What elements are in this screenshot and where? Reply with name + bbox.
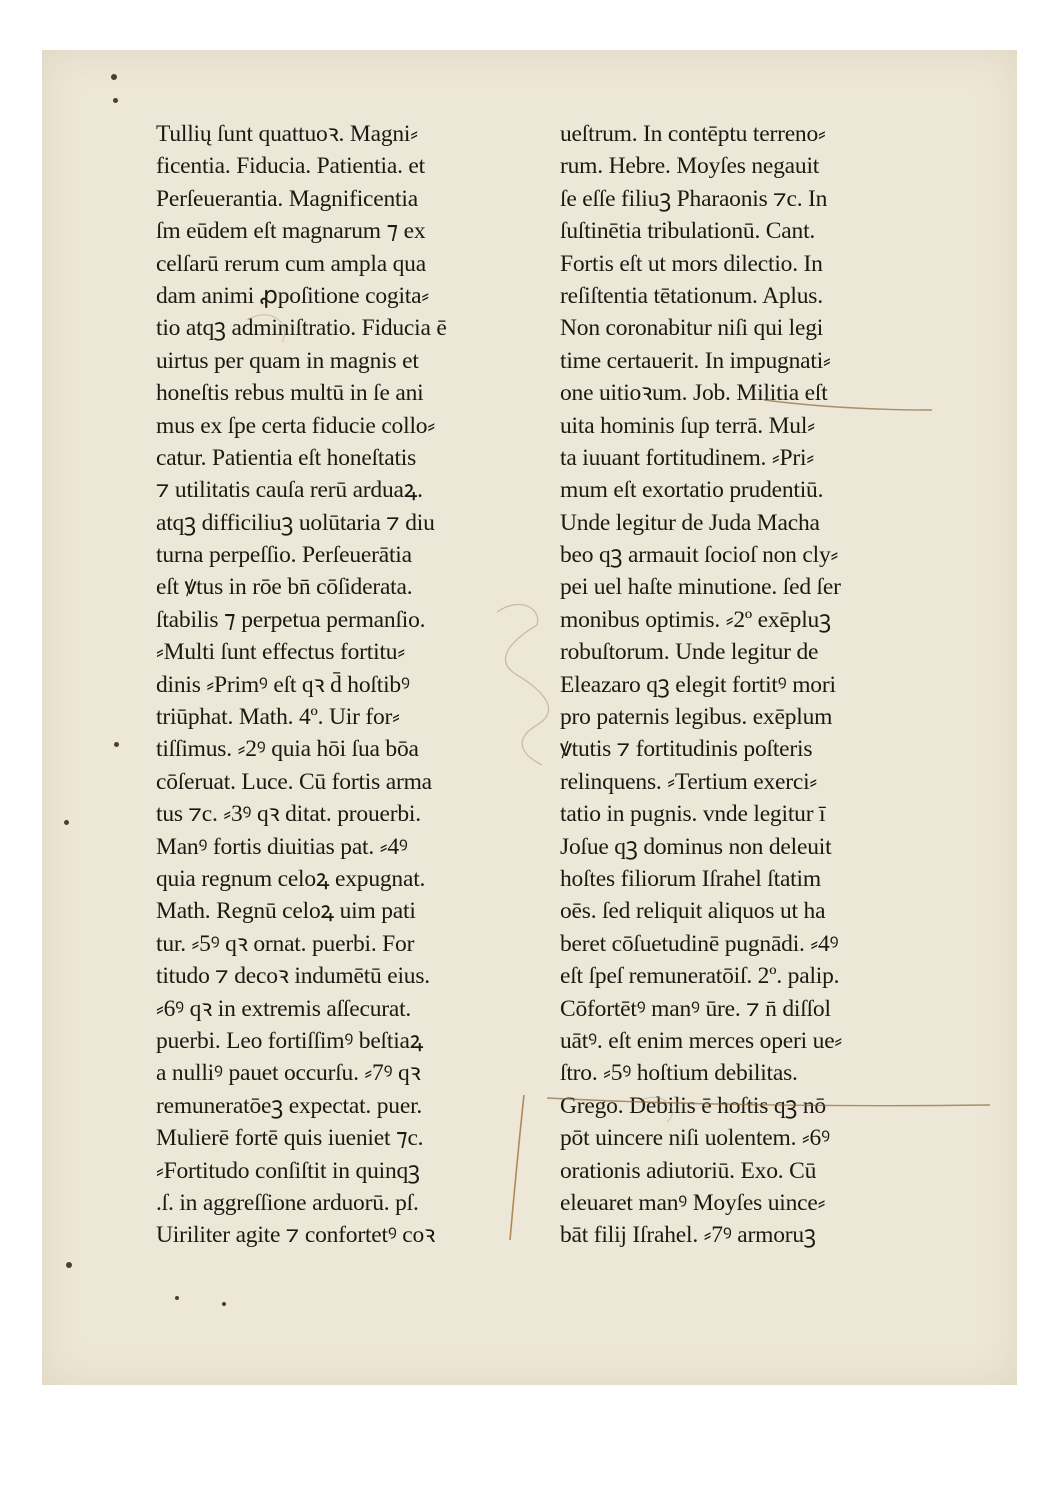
- text-line: Non coronabitur niſi qui legi: [560, 315, 824, 342]
- text-line: Joſue qꝫ dominus non deleuit: [560, 833, 832, 860]
- text-line: uirtus per quam in magnis et: [156, 347, 419, 374]
- text-line: bāt filij Iſrahel. ⸗7ꝰ armoruꝫ: [560, 1222, 816, 1249]
- text-line: remuneratōeꝫ expectat. puer.: [156, 1092, 423, 1119]
- text-line: .ſ. in aggreſſione arduorū. pſ.: [156, 1189, 419, 1216]
- text-line: Tullių ſunt quattuoꝛ. Magni⸗: [156, 121, 418, 147]
- text-line: ſtro. ⸗5ꝰ hoſtium debilitas.: [560, 1060, 798, 1087]
- left-text-column: [156, 118, 501, 1252]
- text-line: dam animi ꝓpoſitione cogita⸗: [156, 282, 429, 309]
- text-line: relinquens. ⸗Tertium exerci⸗: [560, 768, 818, 795]
- text-line: reſiſtentia tētationum. Aplus.: [560, 282, 823, 309]
- text-line: eſt ſpeſ remuneratōiſ. 2º. palip.: [560, 963, 840, 990]
- manuscript-page: [42, 50, 1017, 1385]
- text-line: catur. Patientia eſt honeſtatis: [156, 444, 417, 471]
- text-line: ficentia. Fiducia. Patientia. et: [156, 153, 425, 180]
- text-line: titudo ⁊ decoꝛ indumētū eius.: [156, 963, 430, 990]
- text-line: Math. Regnū celoꝝ uim pati: [156, 898, 416, 925]
- text-line: time certauerit. In impugnati⸗: [560, 347, 831, 374]
- text-line: ſm eūdem eſt magnarum ⁊ ex: [156, 218, 426, 245]
- ink-speck: [66, 1262, 72, 1268]
- ink-speck: [113, 98, 118, 103]
- text-line: tio atqꝫ adminiſtratio. Fiducia ē: [156, 315, 447, 342]
- text-line: cōſeruat. Luce. Cū fortis arma: [156, 768, 432, 795]
- text-line: ta iuuant fortitudinem. ⸗Pri⸗: [560, 444, 814, 471]
- margin-stroke: [510, 1095, 524, 1240]
- text-line: Uiriliter agite ⁊ confortetꝰ coꝛ: [156, 1222, 436, 1249]
- text-line: tatio in pugnis. vnde legitur ī: [560, 801, 826, 828]
- text-line: beo qꝫ armauit ſocioſ non cly⸗: [560, 542, 839, 569]
- text-line: tus ⁊c. ⸗3ꝰ qꝛ ditat. prouerbi.: [156, 801, 421, 828]
- ink-speck: [111, 74, 117, 80]
- text-line: Cōfortētꝰ manꝰ ūre. ⁊ n̄ diſſol: [560, 995, 831, 1022]
- text-line: ⸗Multi ſunt effectus fortitu⸗: [156, 639, 405, 666]
- text-line: beret cōſuetudinē pugnādi. ⸗4ꝰ: [560, 930, 839, 957]
- text-line: uātꝰ. eſt enim merces operi ue⸗: [560, 1027, 843, 1054]
- text-line: tur. ⸗5ꝰ qꝛ ornat. puerbi. For: [156, 930, 415, 957]
- text-line: dinis ⸗Primꝰ eſt qꝛ d̄ hoſtibꝰ: [156, 671, 410, 698]
- text-line: pro paternis legibus. exēplum: [560, 704, 833, 731]
- text-line: Fortis eſt ut mors dilectio. In: [560, 250, 823, 277]
- text-line: ſuſtinētia tribulationū. Cant.: [560, 218, 816, 245]
- text-line: monibus optimis. ⸗2º exēpluꝫ: [560, 606, 831, 633]
- text-line: mum eſt exortatio prudentiū.: [560, 477, 824, 504]
- text-line: uita hominis ſup terrā. Mul⸗: [560, 412, 815, 439]
- ink-speck: [114, 742, 119, 747]
- ink-speck: [222, 1302, 226, 1306]
- text-line: ⸗Fortitudo conſiſtit in quinqꝫ: [156, 1157, 420, 1184]
- text-line: honeſtis rebus multū in ſe ani: [156, 380, 424, 407]
- text-line: Perſeuerantia. Magnificentia: [156, 185, 418, 212]
- text-line: puerbi. Leo fortiſſimꝰ beſtiaꝝ: [156, 1027, 424, 1054]
- text-line: Eleazaro qꝫ elegit fortitꝰ mori: [560, 671, 836, 698]
- text-line: quia regnum celoꝝ expugnat.: [156, 865, 426, 892]
- text-line: rum. Hebre. Moyſes negauit: [560, 153, 820, 180]
- text-line: mus ex ſpe certa fiducie collo⸗: [156, 412, 435, 439]
- text-line: hoſtes filiorum Iſrahel ſtatim: [560, 865, 821, 892]
- text-line: Unde legitur de Juda Macha: [560, 509, 820, 536]
- text-line: triūphat. Math. 4º. Uir for⸗: [156, 704, 400, 731]
- text-line: robuſtorum. Unde legitur de: [560, 639, 819, 666]
- ink-speck: [64, 820, 69, 825]
- text-line: ⁊ utilitatis cauſa rerū arduaꝝ.: [156, 477, 423, 504]
- text-line: ꝟtutis ⁊ fortitudinis poſteris: [560, 736, 813, 763]
- text-line: oēs. ſed reliquit aliquos ut ha: [560, 898, 826, 925]
- flourish-stroke: [497, 604, 548, 765]
- text-line: tiſſimus. ⸗2ꝰ quia hōi ſua bōa: [156, 736, 419, 763]
- ink-speck: [175, 1296, 179, 1300]
- text-line: a nulliꝰ pauet occurſu. ⸗7ꝰ qꝛ: [156, 1060, 421, 1087]
- text-line: eſt ꝟtus in rōe bn̄ cōſiderata.: [156, 574, 413, 601]
- text-line: ueſtrum. In contēptu terreno⸗: [560, 121, 826, 147]
- text-line: ſe eſſe filiuꝫ Pharaonis ⁊c. In: [560, 185, 828, 212]
- text-line: Mulierē fortē quis iueniet ⁊c.: [156, 1125, 424, 1152]
- text-line: ſtabilis ⁊ perpetua permanſio.: [156, 606, 426, 633]
- text-line: celſarū rerum cum ampla qua: [156, 250, 426, 277]
- text-line: atqꝫ difficiliuꝫ uolūtaria ⁊ diu: [156, 509, 435, 536]
- text-line: Manꝰ fortis diuitias pat. ⸗4ꝰ: [156, 833, 408, 860]
- text-line: eleuaret manꝰ Moyſes uince⸗: [560, 1189, 826, 1216]
- text-line: pōt uincere niſi uolentem. ⸗6ꝰ: [560, 1125, 830, 1152]
- text-line: orationis adiutoriū. Exo. Cū: [560, 1157, 817, 1184]
- text-line: one uitioꝛum. Job. Militia eſt: [560, 380, 828, 407]
- text-line: turna perpeſſio. Perſeuerātia: [156, 542, 412, 569]
- text-line: Grego. Debilis ē hoſtis qꝫ nō: [560, 1092, 826, 1119]
- text-line: ⸗6ꝰ qꝛ in extremis aſſecurat.: [156, 995, 412, 1022]
- text-line: pei uel haſte minutione. ſed ſer: [560, 574, 841, 601]
- right-text-column: [560, 118, 915, 1252]
